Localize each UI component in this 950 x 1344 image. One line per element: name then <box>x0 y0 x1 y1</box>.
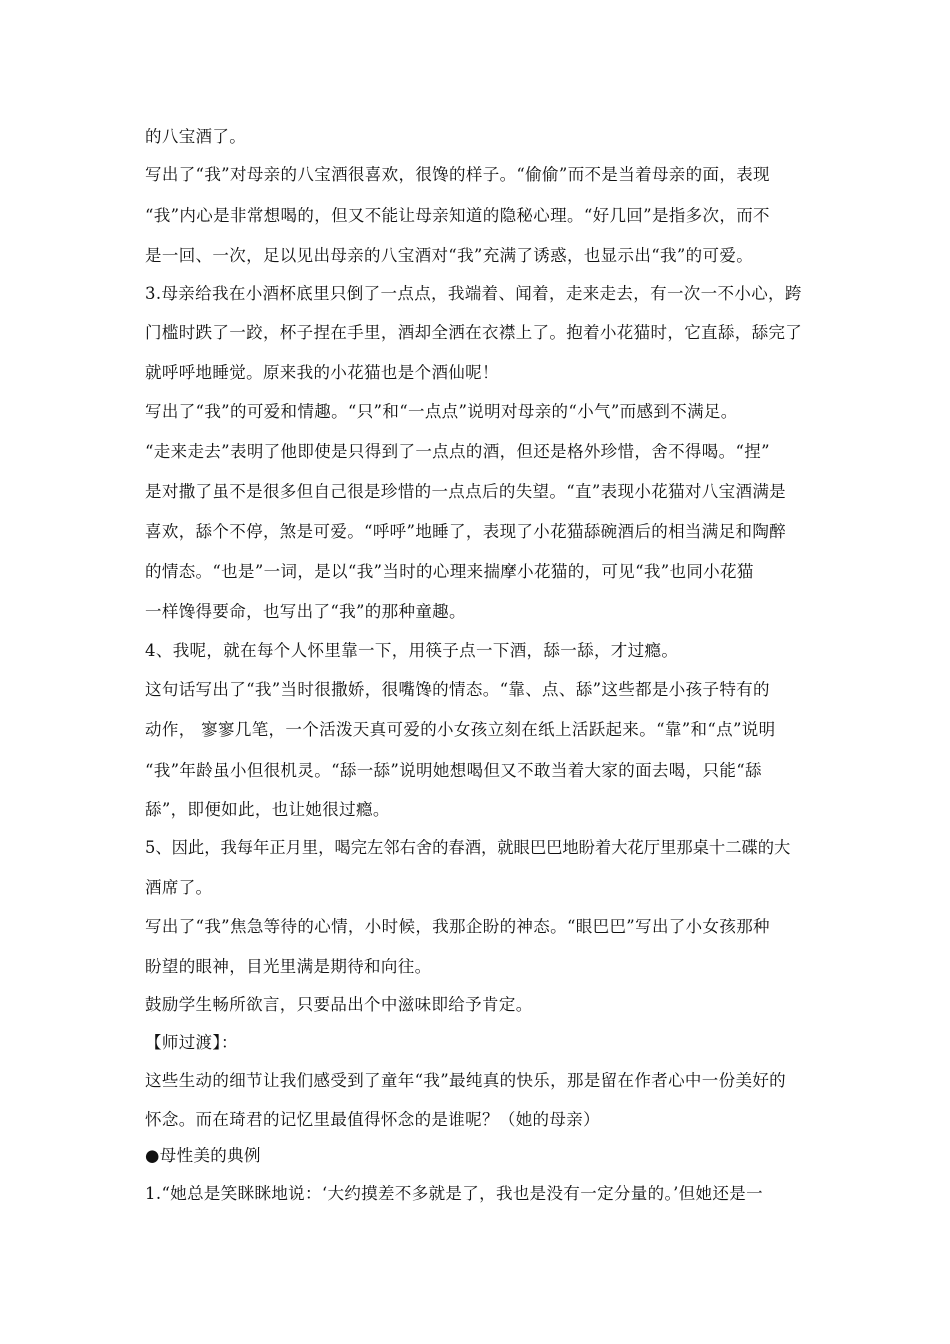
text-line: 盼望的眼神，目光里满是期待和向往。 <box>145 957 432 976</box>
text-line: 怀念。而在琦君的记忆里最值得怀念的是谁呢？（她的母亲） <box>145 1110 600 1129</box>
text-line: 的情态。“也是”一词，是以“我”当时的心理来揣摩小花猫的，可见“我”也同小花猫 <box>145 562 754 581</box>
text-line: 3.母亲给我在小酒杯底里只倒了一点点，我端着、闻着，走来走去，有一次一不小心，跨 <box>145 284 802 303</box>
text-line: 的八宝酒了。 <box>145 127 247 146</box>
text-line: “我”内心是非常想喝的，但又不能让母亲知道的隐秘心理。“好几回”是指多次，而不 <box>145 206 770 225</box>
text-line: 动作， 寥寥几笔，一个活泼天真可爱的小女孩立刻在纸上活跃起来。“靠”和“点”说明 <box>145 720 776 739</box>
text-line: 酒席了。 <box>145 878 213 897</box>
text-line: 5、因此，我每年正月里，喝完左邻右舍的春酒，就眼巴巴地盼着大花厅里那桌十二碟的大 <box>145 838 791 857</box>
text-line: 舔”，即便如此，也让她很过瘾。 <box>145 800 390 819</box>
text-line: 写出了“我”焦急等待的心情，小时候，我那企盼的神态。“眼巴巴”写出了小女孩那种 <box>145 917 770 936</box>
text-line: “我”年龄虽小但很机灵。“舔一舔”说明她想喝但又不敢当着大家的面去喝，只能“舔 <box>145 761 762 780</box>
text-line: 写出了“我”对母亲的八宝酒很喜欢，很馋的样子。“偷偷”而不是当着母亲的面，表现 <box>145 165 770 184</box>
text-line: 就呼呼地睡觉。原来我的小花猫也是个酒仙呢！ <box>145 363 499 382</box>
text-line: ●母性美的典例 <box>145 1146 261 1165</box>
text-line: 这句话写出了“我”当时很撒娇，很嘴馋的情态。“靠、点、舔”这些都是小孩子特有的 <box>145 680 770 699</box>
text-line: “走来走去”表明了他即使是只得到了一点点的酒，但还是格外珍惜，舍不得喝。“捏” <box>145 442 770 461</box>
text-line: 写出了“我”的可爱和情趣。“只”和“一点点”说明对母亲的“小气”而感到不满足。 <box>145 402 738 421</box>
text-line: 门槛时跌了一跤，杯子捏在手里，酒却全洒在衣襟上了。抱着小花猫时，它直舔，舔完了 <box>145 323 803 342</box>
text-line: 这些生动的细节让我们感受到了童年“我”最纯真的快乐，那是留在作者心中一份美好的 <box>145 1071 787 1090</box>
text-line: 4、我呢，就在每个人怀里靠一下，用筷子点一下酒，舔一舔，才过瘾。 <box>145 641 679 660</box>
text-line: 喜欢，舔个不停，煞是可爱。“呼呼”地睡了，表现了小花猫舔碗酒后的相当满足和陶醉 <box>145 522 787 541</box>
text-line: 一样馋得要命，也写出了“我”的那种童趣。 <box>145 602 466 621</box>
text-line: 【师过渡】： <box>145 1033 238 1052</box>
text-line: 鼓励学生畅所欲言，只要品出个中滋味即给予肯定。 <box>145 995 533 1014</box>
text-line: 是对撒了虽不是很多但自己很是珍惜的一点点后的失望。“直”表现小花猫对八宝酒满是 <box>145 482 787 501</box>
text-line: 是一回、一次，足以见出母亲的八宝酒对“我”充满了诱惑，也显示出“我”的可爱。 <box>145 246 754 265</box>
text-line: 1.“她总是笑眯眯地说：‘大约摸差不多就是了，我也是没有一定分量的。’但她还是一 <box>145 1184 763 1203</box>
